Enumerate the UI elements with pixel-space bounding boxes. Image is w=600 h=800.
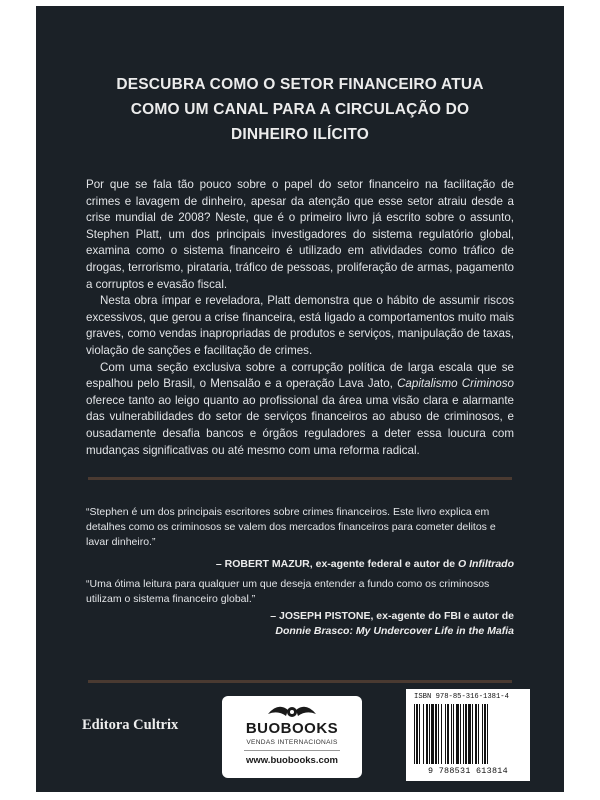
attribution-dash: –	[270, 610, 280, 622]
synopsis	[86, 177, 514, 459]
logo-rule	[244, 750, 340, 751]
quote-author-work: Donnie Brasco: My Undercover Life in the Mafia	[275, 625, 514, 637]
barcode-bars	[414, 704, 522, 764]
headline	[76, 72, 524, 147]
review-quote	[86, 505, 514, 572]
owl-wings-icon	[266, 700, 318, 722]
quote-author: JOSEPH PISTONE	[279, 610, 371, 622]
quote-author-role: , ex-agente federal e autor de	[309, 558, 458, 570]
paragraph-text: Com uma seção exclusiva sobre a corrupção política de larga escala que se espalhou pelo Brasil, o Mensalão e a operação Lava Jato,	[86, 360, 514, 391]
back-cover	[36, 6, 564, 792]
synopsis-paragraph-3	[86, 360, 514, 460]
divider	[88, 477, 512, 480]
quote-attribution	[86, 557, 514, 572]
headline-line: DINHEIRO ILÍCITO	[230, 126, 370, 143]
barcode	[406, 689, 530, 781]
book-title: Capitalismo Criminoso	[397, 377, 514, 391]
logo-brand: BUOBOOKS	[245, 720, 339, 737]
review-quote	[86, 577, 514, 639]
synopsis-paragraph-1: Por que se fala tão pouco sobre o papel do setor financeiro na facilitação de crimes e lavagem de dinheiro, apesar da atenção que esse setor atraiu desde a crise mundial de 2008? Neste, que é o primeiro livro já escrito sobre o assunto, Stephen Platt, um dos principais investigadores do sistema regulatório global, examina como o sistema financeiro é utilizado em atividades como tráfico de drogas, terrorismo, pirataria, tráfico de pessoas, proliferação de armas, pagamento a corruptos e evasão fiscal.	[86, 178, 514, 291]
quote-author-role: , ex-agente do FBI e autor de	[370, 610, 514, 622]
headline-line: COMO UM CANAL PARA A CIRCULAÇÃO DO	[130, 101, 470, 118]
paragraph-text: oferece tanto ao leigo quanto ao profissional da área uma visão clara e alarmante das vulnerabilidades do setor de serviços financeiros ao abuso de criminosos, e ousadamente desafia bancos e órgãos reguladores a deter essa loucura com mudanças significativas ou até mesmo com uma reforma radical.	[86, 393, 514, 457]
quote-text: “Stephen é um dos principais escritores sobre crimes financeiros. Este livro explica em detalhes como os criminosos se valem dos mercados financeiros para cometer delitos e lavar dinheiro.”	[86, 506, 496, 548]
quote-author-work: O Infiltrado	[458, 558, 514, 570]
quote-text: “Uma ótima leitura para qualquer um que deseja entender a fundo como os criminosos utilizam o sistema financeiro global.”	[86, 578, 490, 605]
publisher-name: Editora Cultrix	[82, 717, 179, 733]
barcode-digits: 9 788531 613814	[428, 766, 508, 776]
headline-line: DESCUBRA COMO O SETOR FINANCEIRO ATUA	[116, 76, 484, 93]
logo-subtitle: VENDAS INTERNACIONAIS	[246, 739, 338, 746]
divider	[88, 680, 512, 683]
attribution-dash: –	[215, 558, 225, 570]
quote-author: ROBERT MAZUR	[224, 558, 310, 570]
isbn-label: ISBN 978-85-316-1381-4	[414, 693, 509, 701]
buobooks-logo	[222, 696, 362, 778]
synopsis-paragraph-2: Nesta obra ímpar e reveladora, Platt demonstra que o hábito de assumir riscos excessivos, que gerou a crise financeira, está ligado a comportamentos muito mais graves, como vendas inapropriadas de produtos e serviços, manipulação de taxas, violação de sanções e facilitação de crimes.	[86, 294, 514, 357]
logo-url: www.buobooks.com	[245, 755, 338, 766]
quote-attribution	[86, 609, 514, 639]
